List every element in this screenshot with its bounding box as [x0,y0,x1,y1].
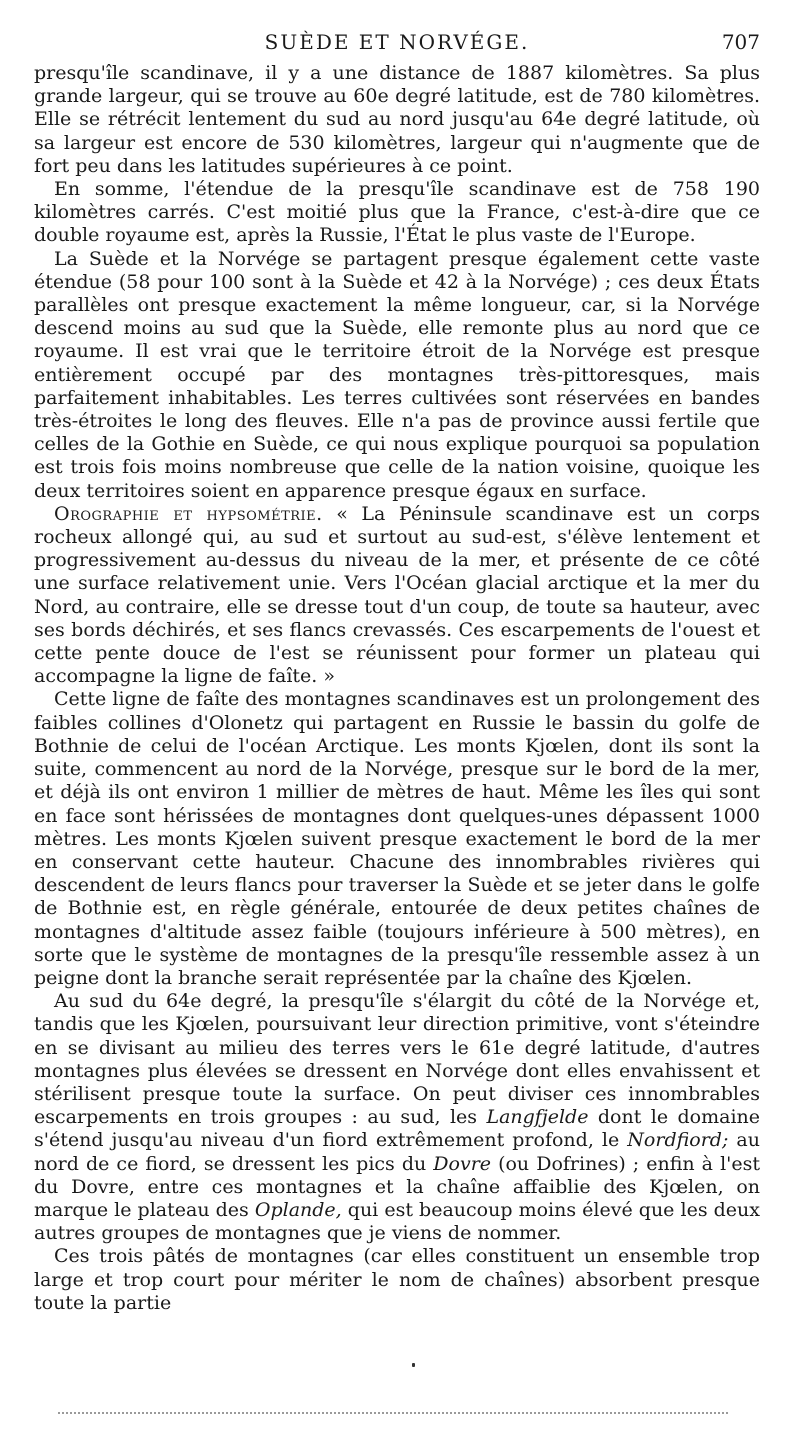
paragraph-orography [34,503,760,689]
paragraph-norway-groups [34,990,760,1245]
ink-speck [412,1363,415,1367]
paragraph-mountain-masses: Ces trois pâtés de montagnes (car elles constituent un ensemble trop large et trop court pour mériter le nom de chaînes) absorbent presque toute la partie [34,1245,760,1314]
text-segment: au nord de ce fiord, se dressent les pics du [34,1129,760,1175]
paragraph-sweden-norway: La Suède et la Norvége se partagent presque également cette vaste étendue (58 pour 100 sont à la Suède et 42 à la Norvége) ; ces deux États parallèles ont presque exactement la même longueur, car, si la Norvége descend moins au sud que la Suède, elle remonte plus au nord que ce royaume. Il est vrai que le territoire étroit de la Norvége est presque entièrement occupé par des montagnes très-pittoresques, mais parfaitement inhabitables. Les terres cultivées sont réservées en bandes très-étroites le long des fleuves. Elle n'a pas de province aussi fertile que celles de la Gothie en Suède, ce qui nous explique pourquoi sa population est trois fois moins nombreuse que celle de la nation voisine, quoique les deux territoires soient en apparence presque égaux en surface. [34,247,760,502]
section-heading-orography: Orographie et hypsométrie. [54,502,323,525]
orography-quote: « La Péninsule scandinave est un corps rocheux allongé qui, au sud et surtout au sud-est, s'élève lentement et progressivement au-dessus du niveau de la mer, et présente de ce côté une surface relativement unie. Vers l'Océan glacial arctique et la mer du Nord, au contraire, elle se dresse tout d'un coup, de toute sa hauteur, avec ses bords déchirés, et ses flancs crevassés. Ces escarpements de l'ouest et cette pente douce de l'est se réunissent pour former un plateau qui accompagne la ligne de faîte. » [34,502,760,688]
text-segment: dont le domaine s'étend jusqu'au niveau d'un fiord extrêmement profond, le [34,1106,761,1152]
text-segment: qui est beaucoup moins élevé que les deux autres groupes de montagnes que je viens de nommer. [34,1198,761,1245]
place-dovre: Dovre [433,1152,492,1175]
page-header [34,30,760,56]
place-nordfiord: Nordfiord; [627,1129,729,1152]
place-oplande: Oplande, [254,1198,342,1221]
place-langfjelde: Langfjelde [486,1106,589,1129]
text-segment: Au sud du 64e degré, la presqu'île s'élargit du côté de la Norvége et, tandis que les Kjœlen, poursuivant leur direction primitive, vont s'éteindre en se divisant au milieu des terres vers le 61e degré latitude, d'autres montagnes plus élevées se dressent en Norvége dont elles envahissent et stérilisent presque toute la surface. On peut diviser ces innombrables escarpements en trois groupes : au sud, les [34,990,760,1129]
paragraph-kjoelen: Cette ligne de faîte des montagnes scandinaves est un prolongement des faibles collines d'Olonetz qui partagent en Russie le bassin du golfe de Bothnie de celui de l'océan Arctique. Les monts Kjœlen, dont ils sont la suite, commencent au nord de la Norvége, presque sur le bord de la mer, et déjà ils ont environ 1 millier de mètres de haut. Même les îles qui sont en face sont hérissées de montagnes dont quelques-unes dépassent 1000 mètres. Les monts Kjœlen suivent presque exactement le bord de la mer en conservant cette hauteur. Chacune des innombrables rivières qui descendent de leurs flancs pour traverser la Suède et se jeter dans le golfe de Bothnie est, en règle générale, entourée de deux petites chaînes de montagnes d'altitude assez faible (toujours inférieure à 500 mètres), en sorte que le système de montagnes de la presqu'île ressemble assez à un peigne dont la branche serait représentée par la chaîne des Kjœlen. [34,688,760,989]
paragraph-dimensions: presqu'île scandinave, il y a une distance de 1887 kilomètres. Sa plus grande largeur, qui se trouve au 60e degré latitude, est de 780 kilomètres. Elle se rétrécit lentement du sud au nord jusqu'au 64e degré latitude, où sa largeur est encore de 530 kilomètres, largeur qui n'augmente que de fort peu dans les latitudes supérieures à ce point. [34,62,760,177]
text-segment: (ou Dofrines) ; enfin à l'est du Dovre, entre ces montagnes et la chaîne affaiblie des Kjœlen, on marque le plateau des [34,1152,760,1221]
bleed-through-line [58,1412,728,1416]
running-title: SUÈDE ET NORVÉGE. [264,30,530,54]
page-body [34,62,760,1315]
page-number: 707 [721,30,760,54]
paragraph-area: En somme, l'étendue de la presqu'île scandinave est de 758 190 kilomètres carrés. C'est moitié plus que la France, c'est-à-dire que ce double royaume est, après la Russie, l'État le plus vaste de l'Europe. [34,178,760,247]
